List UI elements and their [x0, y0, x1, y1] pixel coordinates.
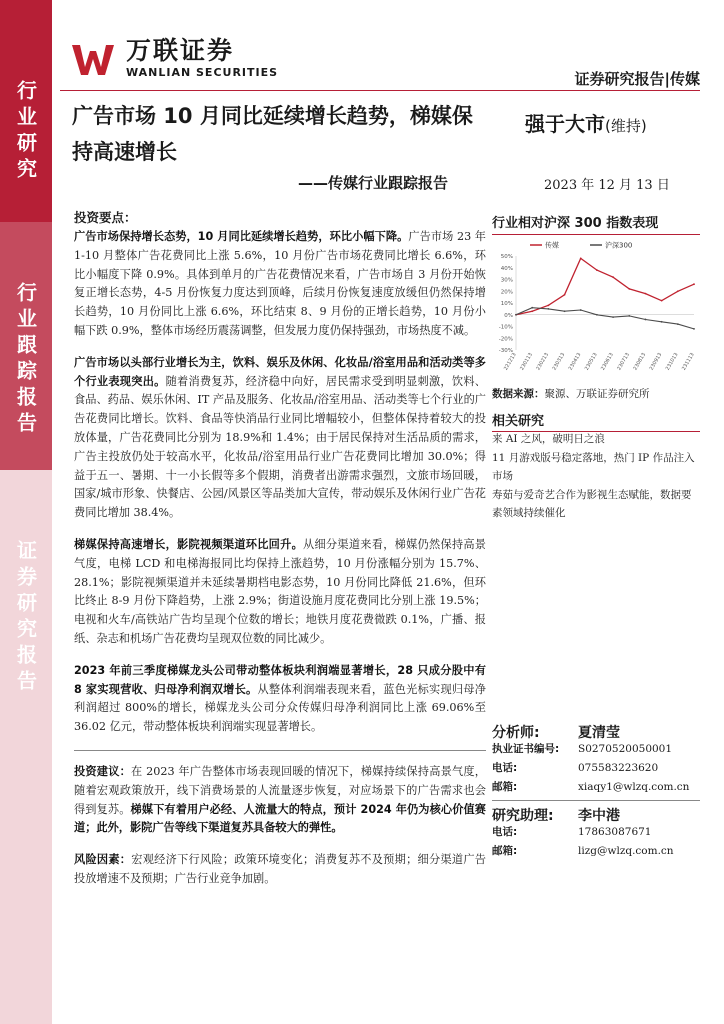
x-tick-label: 230713	[616, 352, 632, 372]
y-tick-label: -30%	[498, 348, 513, 354]
data-point	[693, 283, 695, 285]
data-point	[645, 293, 647, 295]
analyst-cert-row	[492, 741, 700, 760]
y-tick-label: 40%	[500, 265, 513, 272]
left-sidebar	[0, 0, 52, 1024]
main-content	[74, 208, 486, 902]
y-tick-label: 10%	[500, 301, 513, 307]
data-point	[661, 321, 663, 323]
email-label: 邮箱:	[492, 781, 518, 793]
paragraph-text: 广告市场 23 年 1-10 月整体广告花费同比上涨 5.6%，10 月份广告市场花费同比增长 6.6%，环比小幅度下降 0.9%。具体到单月的广告花费情况来看，广告市场自 3 月份开始恢复正增长态势，4-5 月份恢复力度达到顶峰，后续月份恢复速度放缓但仍然保持增长趋势，10 月份同比上涨 6.6%，环比结束 8、9 月份的正增长趋势，10 月份小幅下跌 0.9%，整体市场经历震荡调整，但发展力度仍保持强劲，市场热度不减。	[74, 230, 486, 337]
x-tick-label: 231013	[664, 352, 680, 372]
data-source-label: 数据来源：	[492, 388, 545, 400]
key-point-paragraph	[74, 228, 486, 341]
data-point	[596, 269, 598, 271]
y-tick-label: -20%	[498, 336, 513, 343]
data-point	[612, 276, 614, 278]
data-point	[531, 310, 533, 312]
related-research-item[interactable]: 来 AI 之风，破明日之浪	[492, 433, 605, 445]
assistant-email-row	[492, 843, 700, 862]
data-point	[531, 307, 533, 309]
sidebar-segment-tracking-report	[0, 222, 52, 470]
investment-suggestion	[74, 763, 486, 838]
data-point	[661, 300, 663, 302]
sidebar-label: 证券研究报告	[13, 540, 38, 696]
legend-label: 传媒	[545, 241, 559, 250]
brand-name-en: WANLIAN SECURITIES	[126, 66, 279, 79]
data-point	[564, 294, 566, 296]
cert-number: S0270520050001	[578, 743, 673, 755]
section-label: 投资要点：	[74, 210, 137, 225]
sidebar-segment-securities-report	[0, 470, 52, 1024]
risk-factors	[74, 851, 486, 889]
header-divider	[60, 90, 700, 91]
related-research-item[interactable]: 11 月游戏版号稳定落地，热门 IP 作品注入市场	[492, 451, 695, 483]
key-point-paragraph	[74, 354, 486, 523]
assistant-phone: 17863087671	[578, 826, 652, 838]
report-title: 广告市场 10 月同比延续增长趋势，梯媒保持高速增长	[72, 104, 473, 164]
data-point	[580, 309, 582, 311]
data-source-text: 聚源、万联证券研究所	[544, 388, 650, 400]
data-point	[580, 257, 582, 259]
analyst-email-row	[492, 779, 700, 798]
legend-label: 沪深300	[605, 241, 633, 250]
phone-label: 电话:	[492, 826, 518, 838]
x-tick-label: 230513	[583, 352, 599, 372]
data-source	[492, 386, 700, 401]
related-research-item[interactable]: 寿茹与爱奇艺合作为影视生态赋能，数据要素领域持续催化	[492, 488, 692, 520]
data-point	[677, 290, 679, 292]
data-point	[628, 288, 630, 290]
data-point	[547, 304, 549, 306]
y-tick-label: 30%	[500, 277, 513, 284]
related-research-list	[492, 430, 700, 523]
analyst-email[interactable]: xiaqy1@wlzq.com.cn	[578, 781, 690, 793]
email-label: 邮箱:	[492, 845, 518, 857]
suggestion-label: 投资建议：	[74, 764, 131, 778]
sidebar-label: 行业研究	[13, 80, 38, 184]
data-point	[515, 314, 517, 316]
data-point	[612, 316, 614, 318]
y-tick-label: 0%	[504, 312, 513, 319]
paragraph-lead: 梯媒保持高速增长，影院视频渠道环比回升。	[74, 537, 304, 551]
performance-chart-svg	[492, 236, 700, 380]
data-point	[564, 310, 566, 312]
cert-label: 执业证书编号:	[492, 743, 560, 755]
risk-text: 宏观经济下行风险；政策环境变化；消费复苏不及预期；细分渠道广告投放增速不及预期；广告行业竞争加剧。	[74, 853, 486, 885]
data-point	[596, 314, 598, 316]
section-divider	[74, 750, 486, 751]
analyst-phone: 075583223620	[578, 762, 659, 774]
data-point	[677, 323, 679, 325]
paragraph-text: 随着消费复苏，经济稳中向好，居民需求受到明显刺激，饮料、食品、药品、娱乐休闲、IT 产品及服务、化妆品/浴室用品、活动类等七个行业的广告花费同比增长。饮料、食品等快消品行业同比增幅较小，但整体保持着较大的投放体量，广告花费同比分别为 18.9%和 1.4%；由于居民保持对生活品质的需求，广告主投放仍处于较高水平，化妆品/浴室用品行业广告花费同比增加 30.0%；得益于五一、暑期、十一小长假等多个假期，消费者出游需求强烈，文旅市场回暖，国家/城市形象、快餐店、公园/风景区等品类加大宣传，带动娱乐及休闲行业广告花费同比增加 38.4%。	[74, 374, 486, 520]
x-tick-label: 230313	[551, 352, 567, 372]
analyst-name: 夏清莹	[578, 725, 620, 741]
rating-main: 强于大市	[525, 112, 605, 136]
related-research-title: 相关研究	[492, 410, 700, 432]
x-tick-label: 230213	[535, 352, 551, 372]
company-logo	[72, 38, 278, 79]
assistant-role-label: 研究助理:	[492, 808, 554, 824]
analyst-info	[492, 722, 700, 862]
x-tick-label: 230413	[567, 352, 583, 372]
x-tick-label: 230113	[519, 352, 534, 372]
data-point	[693, 328, 695, 330]
sidebar-segment-industry-research	[0, 0, 52, 222]
assistant-email[interactable]: lizg@wlzq.com.cn	[578, 845, 674, 857]
key-point-paragraph	[74, 662, 486, 737]
paragraph-text: 从整体利润端表现来看，蓝色光标实现归母净利润超过 800%的增长，梯媒龙头公司分众传媒归母净利润同比上涨 69.06%至 36.02 亿元，带动整体板块利润端实现显著增长。	[74, 682, 486, 734]
x-tick-label: 230613	[600, 352, 615, 372]
performance-chart	[492, 236, 700, 380]
paragraph-lead: 广告市场以头部行业增长为主，饮料、娱乐及休闲、化妆品/浴室用品和活动类等多个行业表现突出。	[74, 355, 486, 388]
wanlian-logo-icon	[72, 41, 118, 77]
phone-label: 电话:	[492, 762, 518, 774]
report-type: 证券研究报告|传媒	[574, 70, 700, 88]
x-tick-label: 230913	[648, 352, 664, 372]
report-date: 2023 年 12 月 13 日	[544, 178, 670, 193]
x-tick-label: 230813	[632, 352, 648, 372]
data-point	[645, 319, 647, 321]
analyst-role-label: 分析师:	[492, 725, 540, 741]
suggestion-text: 在 2023 年广告整体市场表现回暖的情况下，梯媒持续保持高景气度，随着宏观政策放开，线下消费场景的人流量逐步恢复，对应场景下的广告需求也会得到复苏。	[74, 764, 486, 816]
analyst-row	[492, 722, 700, 741]
assistant-name: 李中港	[578, 808, 620, 824]
suggestion-bold: 梯媒下有着用户必经、人流量大的特点，预计 2024 年仍为核心价值赛道；此外，影院广告等线下渠道复苏具备较大的弹性。	[74, 802, 486, 835]
industry-rating	[525, 108, 647, 137]
paragraph-text: 从细分渠道来看，梯媒仍然保持高景气度，电梯 LCD 和电梯海报同比均保持上涨趋势，10 月份涨幅分别为 15.7%、28.1%；影院视频渠道并未延续暑期档电影态势，10 月份同比降低 21.6%，但环比终止 8-9 月份下降趋势，上涨 2.9%；街道设施月度花费同比分别上涨 19.5%；电视和火车/高铁站广告均呈现个位数的增长；地铁月度花费微跌 0.1%，广播、报纸、杂志和机场广告花费均呈现双位数的同比减少。	[74, 537, 486, 645]
risk-label: 风险因素：	[74, 853, 132, 867]
data-point	[547, 308, 549, 310]
y-tick-label: 20%	[500, 289, 513, 296]
series-line-csi300	[516, 308, 694, 329]
analyst-divider	[492, 800, 700, 801]
assistant-row	[492, 805, 700, 824]
analyst-phone-row	[492, 760, 700, 779]
paragraph-lead: 广告市场保持增长态势，10 月同比延续增长趋势，环比小幅下降。	[74, 230, 409, 243]
paragraph-lead: 2023 年前三季度梯媒龙头公司带动整体板块利润端显著增长，28 只成分股中有 8 家实现营收、归母净利润双增长。	[74, 663, 486, 696]
assistant-phone-row	[492, 824, 700, 843]
x-tick-label: 221213	[502, 352, 518, 372]
y-tick-label: 50%	[500, 254, 513, 260]
key-point-paragraph	[74, 536, 486, 649]
report-subtitle: ——传媒行业跟踪报告	[298, 174, 449, 192]
chart-title: 行业相对沪深 300 指数表现	[492, 212, 700, 235]
data-point	[628, 315, 630, 317]
rating-sub: (维持)	[605, 117, 647, 135]
brand-name-cn: 万联证券	[126, 36, 235, 65]
y-tick-label: -10%	[498, 324, 513, 331]
x-tick-label: 231113	[680, 352, 696, 372]
sidebar-label: 行业跟踪报告	[13, 282, 38, 438]
series-line-media	[516, 258, 694, 314]
